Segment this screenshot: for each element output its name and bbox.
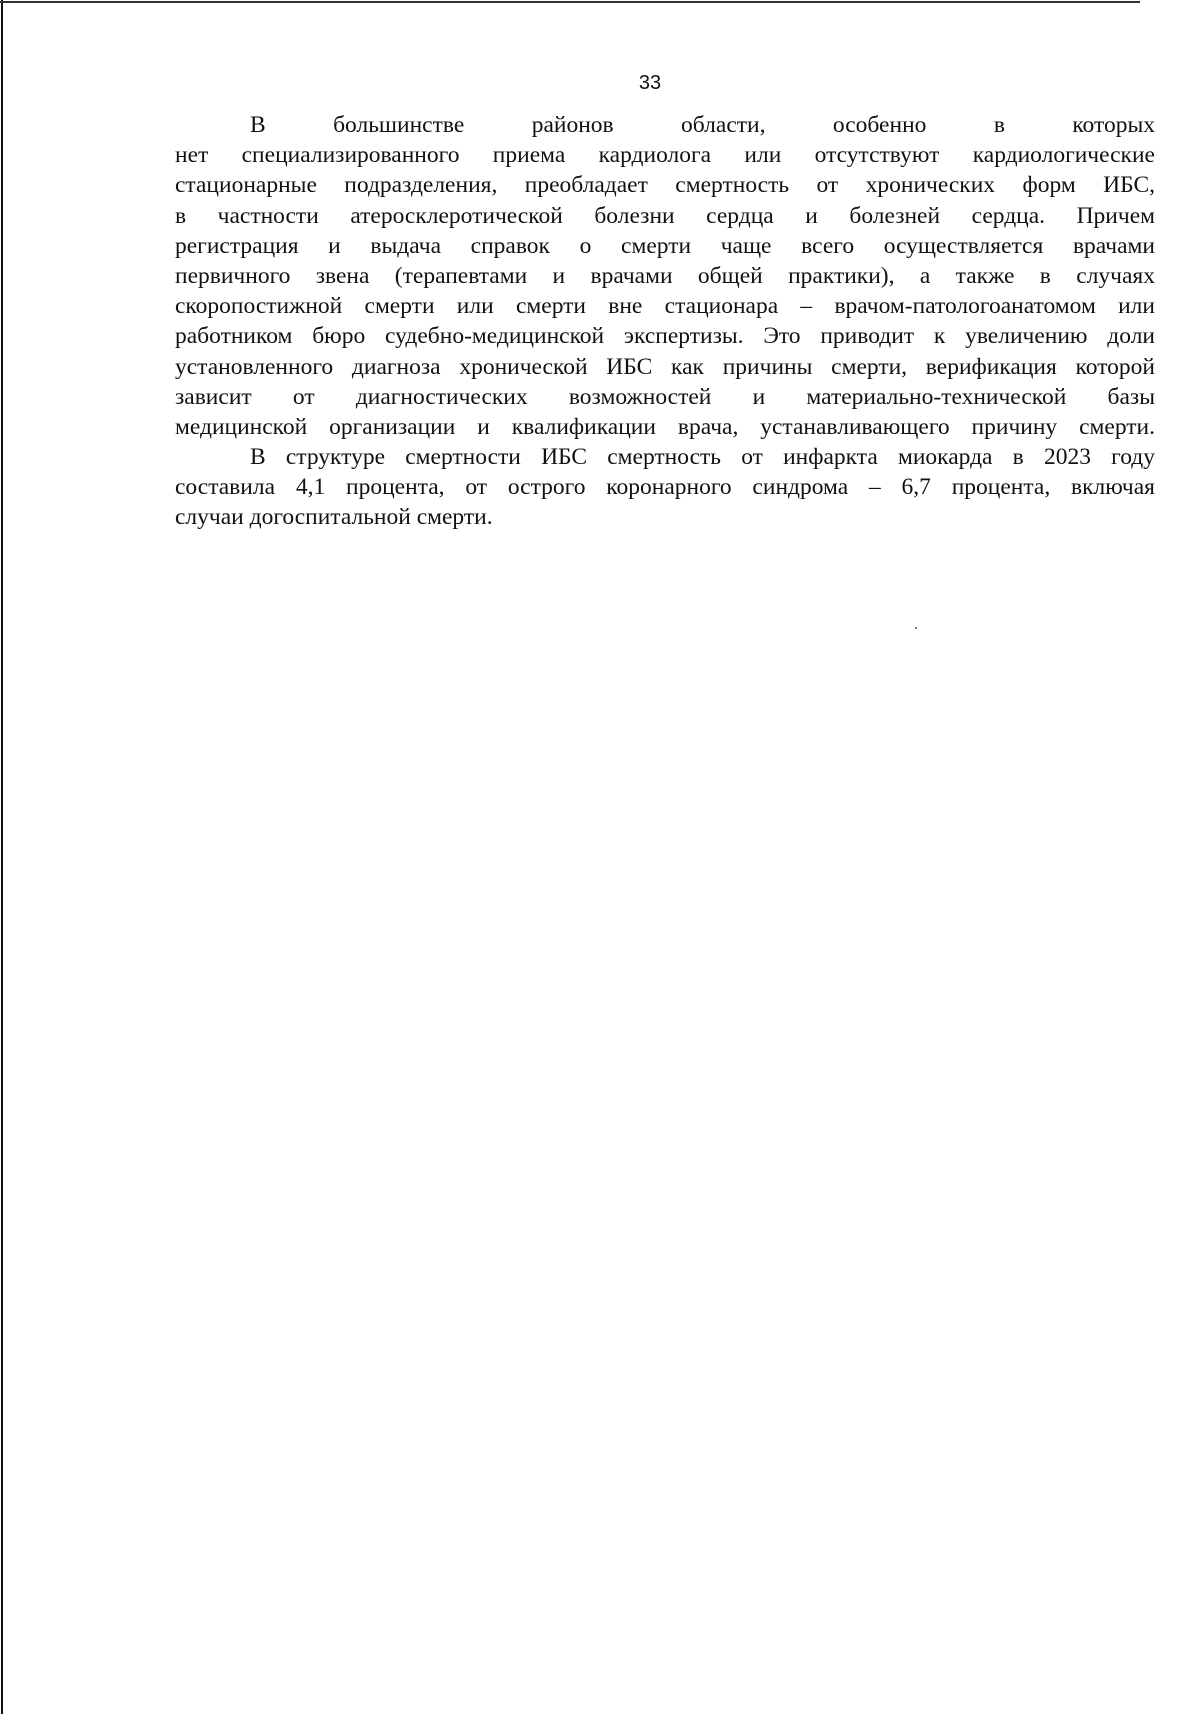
text-line: медицинской организации и квалификации врача, устанавливающего причину смерти.: [175, 413, 1155, 440]
text-line: В большинстве районов области, особенно в которых: [250, 112, 1155, 138]
paragraph-2: [175, 442, 1155, 533]
text-line: В структуре смертности ИБС смертность от инфаркта миокарда в 2023 году: [250, 444, 1155, 471]
page-number: [0, 72, 1200, 95]
text-line: работником бюро судебно-медицинской экспертизы. Это приводит к увеличению доли: [175, 323, 1155, 350]
text-line: составила 4,1 процента, от острого коронарного синдрома – 6,7 процента, включая: [175, 474, 1155, 501]
text-line: нет специализированного приема кардиолога или отсутствуют кардиологические: [175, 142, 1155, 169]
text-line: скоропостижной смерти или смерти вне стационара – врачом-патологоанатомом или: [175, 293, 1155, 320]
page-number-text: 33: [638, 72, 662, 94]
text-line: в частности атеросклеротической болезни сердца и болезней сердца. Причем: [175, 202, 1155, 229]
scan-border-left: [1, 0, 3, 1714]
scan-border-top: [0, 1, 1140, 3]
scan-speck: [915, 627, 917, 629]
paragraph-1: [175, 110, 1155, 442]
text-line: стационарные подразделения, преобладает смертность от хронических форм ИБС,: [175, 172, 1155, 199]
text-line: случаи догоспитальной смерти.: [175, 504, 493, 531]
text-line: установленного диагноза хронической ИБС как причины смерти, верификация которой: [175, 353, 1155, 380]
document-body: [175, 110, 1155, 533]
text-line: первичного звена (терапевтами и врачами общей практики), а также в случаях: [175, 262, 1155, 289]
text-line: зависит от диагностических возможностей и материально-технической базы: [175, 383, 1155, 410]
text-line: регистрация и выдача справок о смерти чаще всего осуществляется врачами: [175, 232, 1155, 259]
